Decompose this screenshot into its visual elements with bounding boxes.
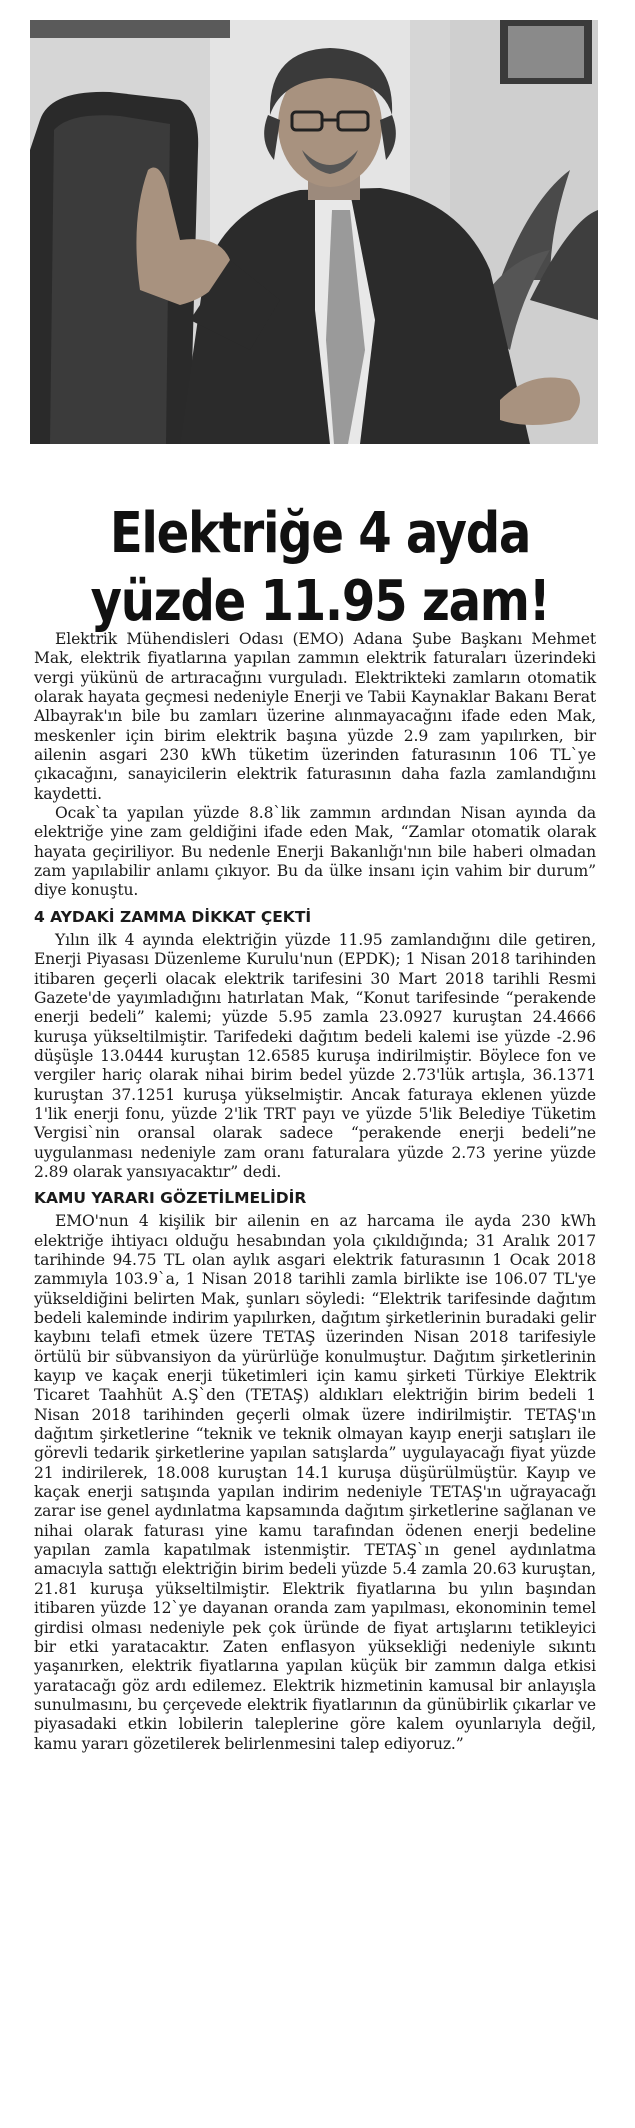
paragraph-intro-2: Ocak`ta yapılan yüzde 8.8`lik zammın ardından Nisan ayında da elektriğe yine zam geldiğini ifade eden Mak, “Zamlar otomatik olarak hayata geçiriliyor. Bu nedenle Enerji Bakanlığı'nın bile haberi olmadan zam yapılabilir anlamı çıkıyor. Bu da ülke insanı için vahim bir durum” diye konuştu. — [34, 804, 596, 900]
paragraph-section2-1: EMO'nun 4 kişilik bir ailenin en az harcama ile ayda 230 kWh elektriğe ihtiyacı olduğu hesabından yola çıkıldığında; 31 Aralık 2017 tarihinde 94.75 TL olan aylık asgari elektrik faturasının 1 Ocak 2018 zammıyla 103.9`a, 1 Nisan 2018 tarihli zamla birlikte ise 106.07 TL'ye yükseldiğini belirten Mak, şunları söyledi: “Elektrik tarifesinde dağıtım bedeli kaleminde indirim yapılırken, dağıtım şirketlerinin buradaki gelir kaybını telafi etmek üzere TETAŞ üzerinden Nisan 2018 tarifesiyle örtülü bir sübvansiyon da yürürlüğe konulmuştur. Dağıtım şirketlerinin kayıp ve kaçak enerji tüketimleri için kamu şirketi Türkiye Elektrik Ticaret Taahhüt A.Ş`den (TETAŞ) aldıkları elektriğin birim bedeli 1 Nisan 2018 tarihinden geçerli olmak üzere indirilmiştir. TETAŞ'ın dağıtım şirketlerine “teknik ve teknik olmayan kayıp enerji satışları ile görevli tedarik şirketlerine yapılan satışlarda” uygulayacağı fiyat yüzde 21 indirilerek, 18.008 kuruştan 14.1 kuruşa düşürülmüştür. Kayıp ve kaçak enerji satışında yapılan indirim nedeniyle TETAŞ'ın uğrayacağı zarar ise genel aydınlatma kapsamında dağıtım şirketlerine sağlanan ve nihai olarak faturası yine kamu tarafından ödenen enerji bedeline yapılan zamla kapatılmak istenmiştir. TETAŞ`ın genel aydınlatma amacıyla sattığı elektriğin birim bedeli yüzde 5.4 zamla 20.63 kuruştan, 21.81 kuruşa yükseltilmiştir. Elektrik fiyatlarına bu yılın başından itibaren yüzde 12`ye dayanan oranda zam yapılması, ekonominin temel girdisi olması nedeniyle pek çok üründe de fiyat artışlarını tetikleyici bir etki yaratacaktır. Zaten enflasyon yüksekliği nedeniyle sıkıntı yaşanırken, elektrik fiyatlarına yapılan küçük bir zammın dalga etkisi yaratacağı göz ardı edilemez. Elektrik hizmetinin kamusal bir anlayışla sunulmasını, bu çerçevede elektrik fiyatlarının da günübirlik çıkarlar ve piyasadaki etkin lobilerin taleplerine göre kalem oyunlarıyla değil, kamu yararı gözetilerek belirlenmesini talep ediyoruz.” — [34, 1212, 596, 1753]
headline — [22, 500, 618, 636]
paragraph-intro-1: Elektrik Mühendisleri Odası (EMO) Adana Şube Başkanı Mehmet Mak, elektrik fiyatlarına yapılan zammın elektrik faturaları üzerindeki vergi yükünü de artıracağını vurguladı. Elektrikteki zamların otomatik olarak hayata geçmesi nedeniyle Enerji ve Tabii Kaynaklar Bakanı Berat Albayrak'ın bile bu zamları üzerine alınmayacağını ifade eden Mak, meskenler için birim elektrik başına yüzde 2.9 zam yapılırken, bir ailenin asgari 230 kWh tüketim üzerinden faturasının 106 TL`ye çıkacağını, sanayicilerin elektrik faturasının daha fazla zamlandığını kaydetti. — [34, 630, 596, 803]
article-photo — [30, 20, 598, 444]
paragraph-section1-1: Yılın ilk 4 ayında elektriğin yüzde 11.95 zamlandığını dile getiren, Enerji Piyasası Düzenleme Kurulu'nun (EPDK); 1 Nisan 2018 tarihinden itibaren geçerli olacak elektrik tarifesini 30 Mart 2018 tarihli Resmi Gazete'de yayımladığını hatırlatan Mak, “Konut tarifesinde “perakende enerji bedeli” kalemi; yüzde 5.95 zamla 23.0927 kuruştan 24.4666 kuruşa yükseltilmiştir. Tarifedeki dağıtım bedeli kalemi ise yüzde -2.96 düşüşle 13.0444 kuruştan 12.6585 kuruşa indirilmiştir. Böylece fon ve vergiler hariç olarak nihai birim bedel yüzde 2.73'lük artışla, 36.1371 kuruştan 37.1251 kuruşa yükselmiştir. Ancak faturaya eklenen yüzde 1'lik enerji fonu, yüzde 2'lik TRT payı ve yüzde 5'lik Belediye Tüketim Vergisi`nin oransal olarak sadece “perakende enerji bedeli”ne uygulanması nedeniyle zam oranı faturalara yüzde 2.73 yerine yüzde 2.89 olarak yansıyacaktır” dedi. — [34, 930, 596, 1181]
subheading-2: KAMU YARARI GÖZETİLMELİDİR — [34, 1189, 307, 1208]
headline-line-1: Elektriğe 4 ayda — [109, 500, 531, 566]
headline-line-2: yüzde 11.95 zam! — [90, 568, 550, 634]
article-body — [34, 630, 596, 1754]
subheading-1: 4 AYDAKİ ZAMMA DİKKAT ÇEKTİ — [34, 907, 312, 926]
photo-illustration — [30, 20, 598, 444]
